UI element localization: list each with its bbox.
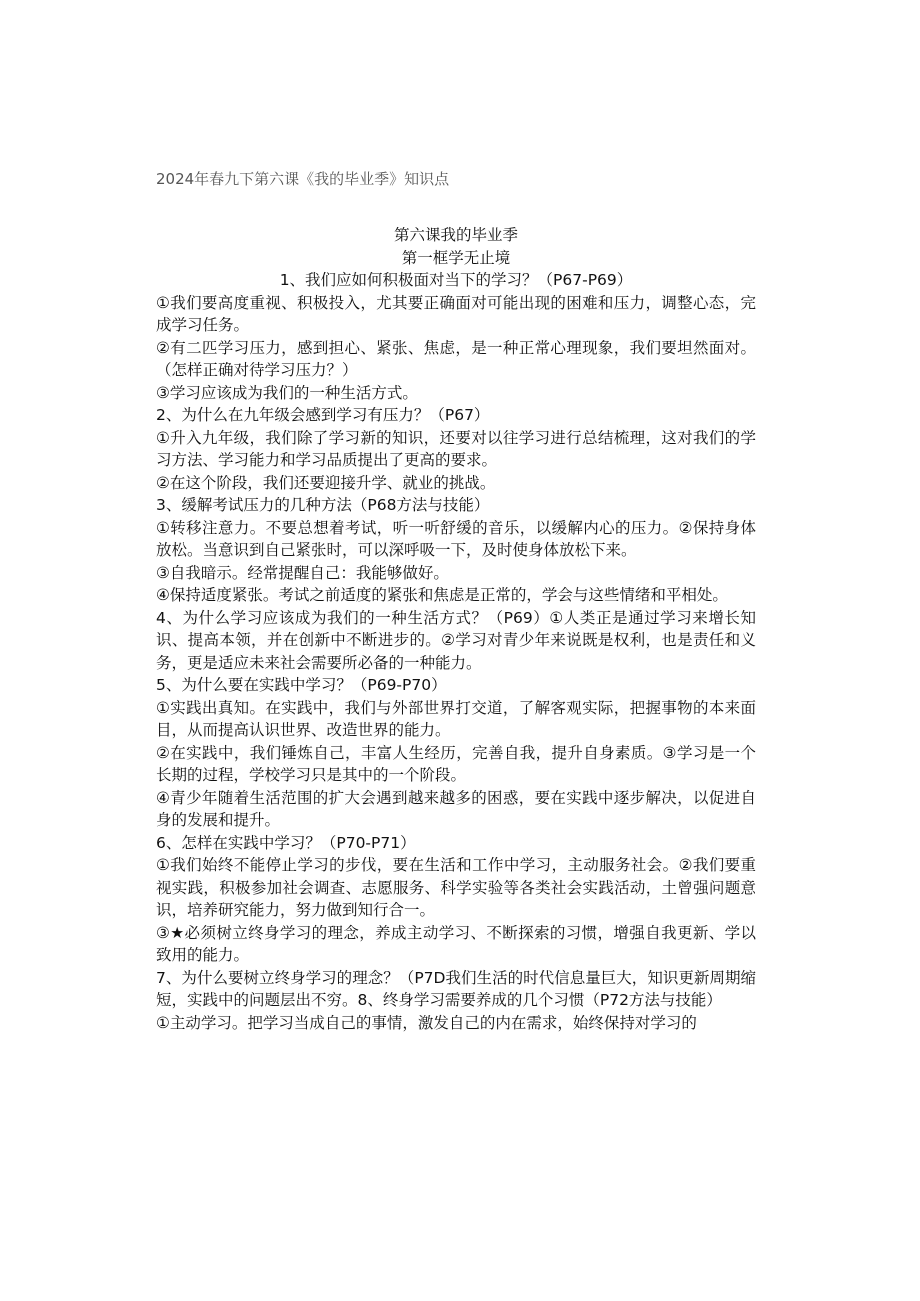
paragraph: ①我们始终不能停止学习的步伐，要在生活和工作中学习，主动服务社会。②我们要重视实践，积极参加社会调查、志愿服务、科学实验等各类社会实践活动，土曾强问题意识，培养研究能力，努力做到知行合一。 (156, 856, 756, 919)
lesson-title: 第六课我的毕业季 (393, 226, 518, 244)
paragraph: ②在实践中，我们锤炼自己，丰富人生经历，完善自我，提升自身素质。③学习是一个长期的过程，学校学习只是其中的一个阶段。 (156, 743, 756, 784)
paragraph: ①主动学习。把学习当成自己的事情，激发自己的内在需求，始终保持对学习的 (156, 1013, 697, 1032)
paragraph: ④青少年随着生活范围的扩大会遇到越来越多的困惑，要在实践中逐步解决，以促进自身的发展和提升。 (156, 788, 756, 829)
paragraph: ①转移注意力。不要总想着考试，听一听舒缓的音乐，以缓解内心的压力。②保持身体放松。当意识到自己紧张时，可以深呼吸一下，及时使身体放松下来。 (156, 518, 756, 559)
document-body (156, 224, 756, 1034)
paragraph: ③学习应该成为我们的一种生活方式。 (156, 383, 418, 402)
paragraph: 7、为什么要树立终身学习的理念？（P7D我们生活的时代信息量巨大，知识更新周期缩短，实践中的问题层出不穷。8、终身学习需要养成的几个习惯（P72方法与技能） (156, 968, 756, 1009)
section-title: 第一框学无止境 (401, 248, 511, 267)
paragraph: ③★必须树立终身学习的理念，养成主动学习、不断探索的习惯，增强自我更新、学以致用的能力。 (156, 923, 756, 964)
paragraph: ①实践出真知。在实践中，我们与外部世界打交道，了解客观实际，把握事物的本来面目，从而提高认识世界、改造世界的能力。 (156, 698, 756, 739)
document-title: 2024年春九下第六课《我的毕业季》知识点 (156, 170, 450, 188)
question-heading: 1、我们应如何积极面对当下的学习？（P67-P69） (279, 271, 633, 289)
question-heading: 3、缓解考试压力的几种方法（P68方法与技能） (156, 496, 490, 514)
question-heading: 2、为什么在九年级会感到学习有压力？（P67） (156, 406, 490, 424)
paragraph: ④保持适度紧张。考试之前适度的紧张和焦虑是正常的，学会与这些情绪和平相处。 (156, 586, 728, 604)
paragraph: ③自我暗示。经常提醒自己：我能够做好。 (156, 563, 449, 582)
paragraph: ①我们要高度重视、积极投入，尤其要正确面对可能出现的困难和压力，调整心态，完成学习任务。 (156, 293, 756, 334)
paragraph: ②有二匹学习压力，感到担心、紧张、焦虑，是一种正常心理现象，我们要坦然面对。（怎样正确对待学习压力？） (156, 338, 756, 379)
paragraph: 4、为什么学习应该成为我们的一种生活方式？（P69）①人类正是通过学习来增长知识、提高本领，并在创新中不断进步的。②学习对青少年来说既是权利，也是责任和义务，更是适应未来社会需要所必备的一种能力。 (156, 608, 756, 672)
paragraph: ②在这个阶段，我们还要迎接升学、就业的挑战。 (156, 473, 496, 492)
question-heading: 5、为什么要在实践中学习？（P69-P70） (156, 676, 447, 694)
question-heading: 6、怎样在实践中学习？（P70-P71） (156, 833, 416, 852)
paragraph: ①升入九年级，我们除了学习新的知识，还要对以往学习进行总结梳理，这对我们的学习方法、学习能力和学习品质提出了更高的要求。 (156, 428, 756, 469)
